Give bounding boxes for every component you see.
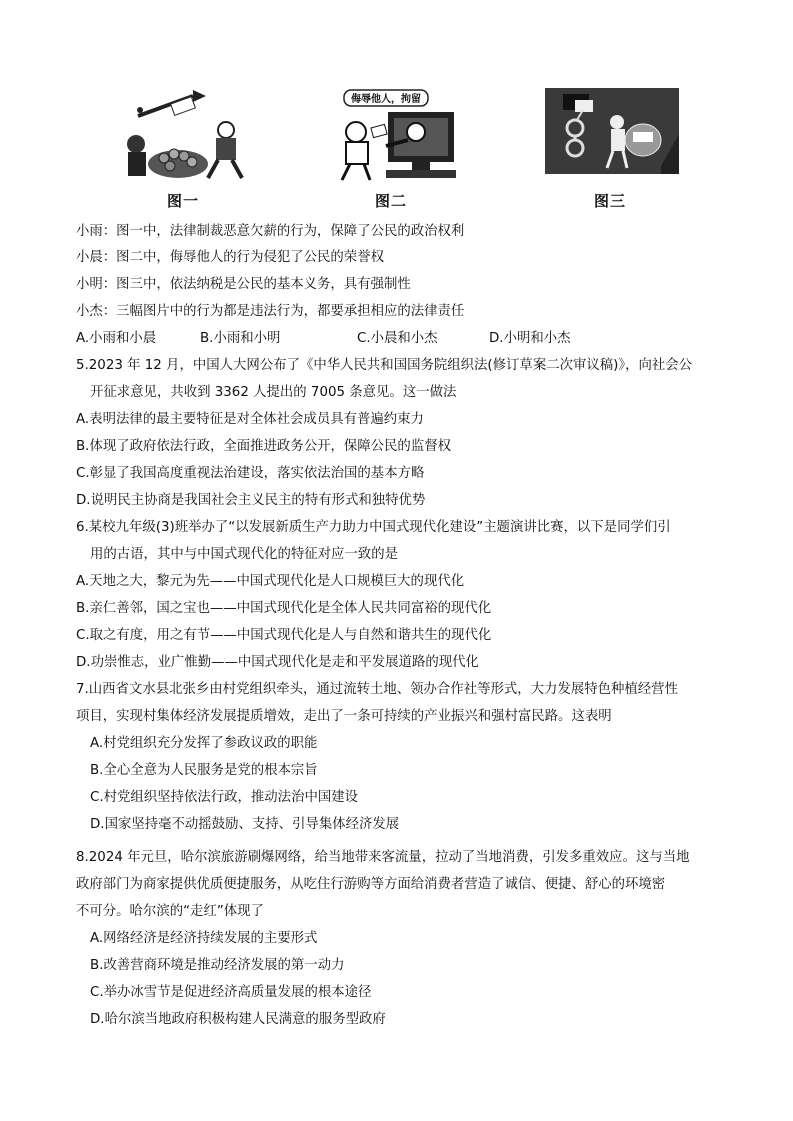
- q5-stem-line-1: 5.2023 年 12 月，中国人大网公布了《中华人民共和国国务院组织法(修订草案二次审议稿)》，向社会公: [76, 358, 693, 373]
- q4-option-d[interactable]: D.小明和小杰: [489, 331, 571, 346]
- q4-option-a[interactable]: A.小雨和小晨: [76, 331, 157, 346]
- q7-option-a[interactable]: A.村党组织充分发挥了参政议政的职能: [90, 736, 318, 751]
- figure-2: [316, 86, 466, 211]
- figure-row: [0, 86, 793, 216]
- cartoon-wage-arrears-image: [108, 86, 258, 186]
- q7-option-c[interactable]: C.村党组织坚持依法行政，推动法治中国建设: [90, 790, 359, 805]
- figure-1: [108, 86, 258, 211]
- q5-option-a[interactable]: A.表明法律的最主要特征是对全体社会成员具有普遍约束力: [76, 412, 424, 427]
- q4-option-b[interactable]: B.小雨和小明: [200, 331, 281, 346]
- q4-option-c[interactable]: C.小晨和小杰: [357, 331, 438, 346]
- q8-stem-line-3: 不可分。哈尔滨的“走红”体现了: [76, 904, 264, 919]
- figure-3-caption: 图三: [593, 192, 626, 210]
- q4-options: [76, 330, 716, 348]
- q5-option-d[interactable]: D.说明民主协商是我国社会主义民主的特有形式和独特优势: [76, 493, 426, 508]
- figure-2-sign-text: 侮辱他人，拘留: [351, 94, 421, 105]
- q8-option-d[interactable]: D.哈尔滨当地政府积极构建人民满意的服务型政府: [90, 1012, 386, 1027]
- q5-option-c[interactable]: C.彰显了我国高度重视法治建设，落实依法治国的基本方略: [76, 466, 425, 481]
- q7-option-b[interactable]: B.全心全意为人民服务是党的根本宗旨: [90, 763, 318, 778]
- q6-stem-line-1: 6.某校九年级(3)班举办了“以发展新质生产力助力中国式现代化建设”主题演讲比赛，以下是同学们引: [76, 520, 671, 535]
- q6-stem-line-2: 用的古语，其中与中国式现代化的特征对应一致的是: [90, 547, 398, 562]
- statement-xiaojie: 小杰：三幅图片中的行为都是违法行为，都要承担相应的法律责任: [76, 304, 465, 319]
- q6-option-c[interactable]: C.取之有度，用之有节——中国式现代化是人与自然和谐共生的现代化: [76, 628, 492, 643]
- figure-3: [535, 86, 685, 211]
- q8-option-b[interactable]: B.改善营商环境是推动经济发展的第一动力: [90, 958, 345, 973]
- q5-stem-line-2: 开征求意见，共收到 3362 人提出的 7005 条意见。这一做法: [90, 385, 457, 400]
- figure-1-caption: 图一: [166, 192, 199, 210]
- cartoon-tax-evasion-image: [535, 86, 685, 186]
- statement-xiaochen: 小晨：图二中，侮辱他人的行为侵犯了公民的荣誉权: [76, 250, 384, 265]
- q8-option-c[interactable]: C.举办冰雪节是促进经济高质量发展的根本途径: [90, 985, 372, 1000]
- q7-stem-line-2: 项目，实现村集体经济发展提质增效，走出了一条可持续的产业振兴和强村富民路。这表明: [76, 709, 612, 724]
- q5-option-b[interactable]: B.体现了政府依法行政，全面推进政务公开，保障公民的监督权: [76, 439, 451, 454]
- q7-option-d[interactable]: D.国家坚持毫不动摇鼓励、支持、引导集体经济发展: [90, 817, 400, 832]
- q8-stem-line-1: 8.2024 年元旦，哈尔滨旅游刷爆网络，给当地带来客流量，拉动了当地消费，引发多重效应。这与当地: [76, 850, 690, 865]
- q7-stem-line-1: 7.山西省文水县北张乡由村党组织牵头，通过流转土地、领办合作社等形式，大力发展特色种植经营性: [76, 682, 678, 697]
- q6-option-b[interactable]: B.亲仁善邻，国之宝也——中国式现代化是全体人民共同富裕的现代化: [76, 601, 492, 616]
- q8-option-a[interactable]: A.网络经济是经济持续发展的主要形式: [90, 931, 318, 946]
- statement-xiaoming: 小明：图三中，依法纳税是公民的基本义务，具有强制性: [76, 277, 411, 292]
- q6-option-d[interactable]: D.功崇惟志，业广惟勤——中国式现代化是走和平发展道路的现代化: [76, 655, 479, 670]
- q6-option-a[interactable]: A.天地之大，黎元为先——中国式现代化是人口规模巨大的现代化: [76, 574, 465, 589]
- q8-stem-line-2: 政府部门为商家提供优质便捷服务，从吃住行游购等方面给消费者营造了诚信、便捷、舒心的环境密: [76, 877, 666, 892]
- cartoon-insult-detention-image: [316, 86, 466, 186]
- statement-xiaoyu: 小雨：图一中，法律制裁恶意欠薪的行为，保障了公民的政治权利: [76, 224, 465, 239]
- figure-2-caption: 图二: [374, 192, 407, 210]
